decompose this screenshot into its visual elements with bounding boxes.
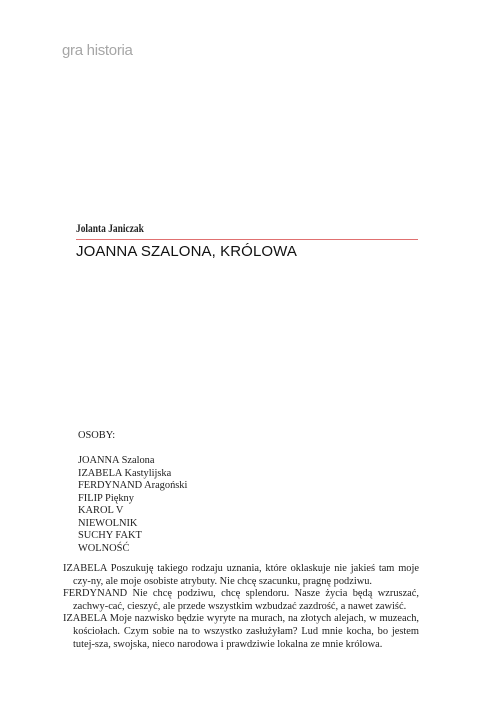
section-label: gra historia <box>62 42 133 59</box>
play-title: JOANNA SZALONA, KRÓLOWA <box>76 243 297 260</box>
cast-member: WOLNOŚĆ <box>78 542 130 554</box>
title-divider <box>76 239 418 240</box>
speaker-name: FERDYNAND <box>63 588 128 600</box>
speech <box>63 588 419 613</box>
speaker-name: IZABELA <box>63 563 107 574</box>
cast-member: KAROL V <box>78 505 124 516</box>
cast-member: FERDYNAND Aragoński <box>78 480 188 491</box>
cast-member: SUCHY FAKT <box>78 530 142 541</box>
cast-heading: OSOBY: <box>78 430 116 441</box>
speaker-name: IZABELA <box>63 613 107 625</box>
speech-text: Nie chcę podziwu, chcę splendoru. Nasze życia będą wzruszać, zachwy-cać, cieszyć, ale przede wszystkim wzbudzać zazdrość, a nawet zawiść. <box>73 588 419 612</box>
cast-member: FILIP Piękny <box>78 492 134 504</box>
cast-member: JOANNA Szalona <box>78 455 155 466</box>
speech <box>63 613 419 651</box>
cast-member: NIEWOLNIK <box>78 517 138 529</box>
author-name: Jolanta Janiczak <box>76 223 144 235</box>
cast-list <box>78 430 187 555</box>
dialogue <box>63 563 419 651</box>
speech-text: Moje nazwisko będzie wyryte na murach, na złotych alejach, w muzeach, kościołach. Czym sobie na to wszystko zasłużyłam? Lud mnie kocha, bo jestem tutej-sza, swojska, nieco narodowa i prawdziwie lokalna ze mnie królowa. <box>73 613 420 650</box>
cast-member: IZABELA Kastylijska <box>78 467 172 479</box>
speech <box>63 563 419 588</box>
speech-text: Poszukuję takiego rodzaju uznania, które oklaskuje nie jakieś tam moje czy-ny, ale moje osobiste atrybuty. Nie chcę szacunku, pragnę podziwu. <box>73 563 419 587</box>
